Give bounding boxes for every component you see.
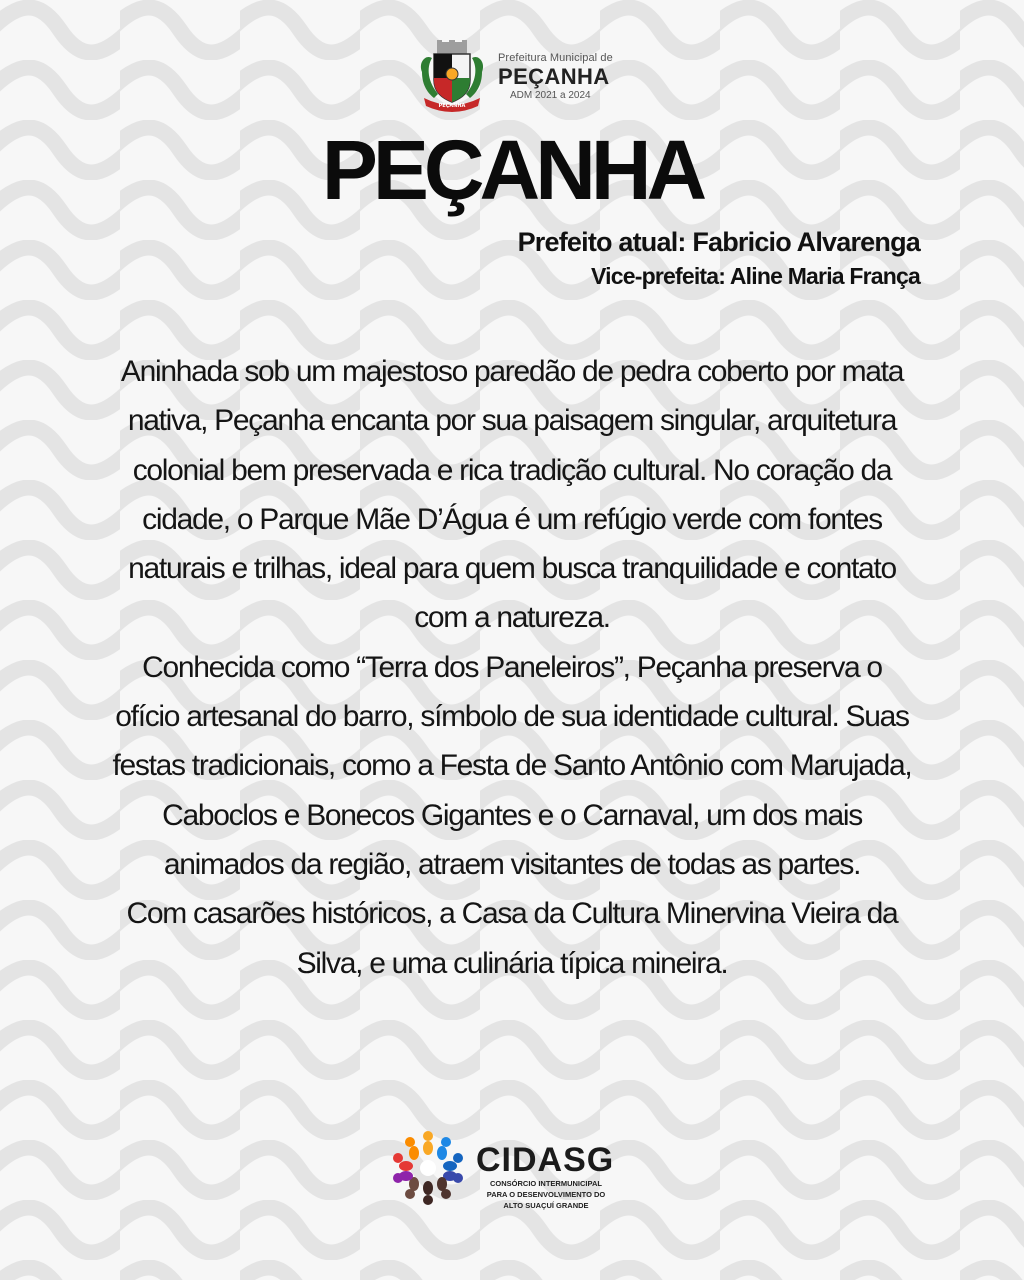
administration-period: ADM 2021 a 2024 bbox=[510, 90, 591, 101]
paragraph-2: Conhecida como “Terra dos Paneleiros”, Peçanha preserva o ofício artesanal do barro, símbolo de sua identidade cultural. Suas festas tradicionais, como a Festa de Santo Antônio com Marujada, Caboclos e Bonecos Gigantes e o Carnaval, um dos mais animados da região, atraem visitantes de todas as partes. bbox=[112, 650, 912, 881]
cidasg-name: CIDASG bbox=[476, 1141, 615, 1179]
prefeitura-text bbox=[498, 52, 638, 103]
prefeitura-city-name: PEÇANHA bbox=[498, 64, 610, 89]
cidasg-subtitle-1: CONSÓRCIO INTERMUNICIPAL bbox=[490, 1179, 602, 1188]
svg-text:PEÇANHA: PEÇANHA bbox=[438, 103, 466, 109]
prefeitura-label: Prefeitura Municipal de bbox=[498, 52, 613, 64]
paragraph-1: Aninhada sob um majestoso paredão de pedra coberto por mata nativa, Peçanha encanta por sua paisagem singular, arquitetura colonial bem preservada e rica tradição cultural. No coração da cidade, o Parque Mãe D’Água é um refúgio verde com fontes naturais e trilhas, ideal para quem busca tranquilidade e contato com a natureza. bbox=[120, 355, 904, 635]
page-title: PEÇANHA bbox=[321, 123, 703, 217]
cidasg-text bbox=[476, 1142, 636, 1211]
cidasg-logo bbox=[388, 1128, 628, 1218]
officials-block bbox=[518, 224, 920, 292]
description-text bbox=[112, 347, 912, 988]
municipal-crest-icon bbox=[416, 40, 488, 112]
paragraph-3: Com casarões históricos, a Casa da Cultura Minervina Vieira da Silva, e uma culinária típica mineira. bbox=[126, 897, 898, 980]
prefeitura-logo bbox=[416, 40, 636, 114]
people-circle-icon bbox=[388, 1128, 468, 1208]
cidasg-subtitle-2: PARA O DESENVOLVIMENTO DO bbox=[486, 1190, 606, 1199]
cidasg-subtitle-3: ALTO SUAÇUÍ GRANDE bbox=[503, 1201, 589, 1210]
mayor-name: Prefeito atual: Fabricio Alvarenga bbox=[517, 227, 920, 257]
vice-mayor-name: Vice-prefeita: Aline Maria França bbox=[591, 263, 920, 289]
